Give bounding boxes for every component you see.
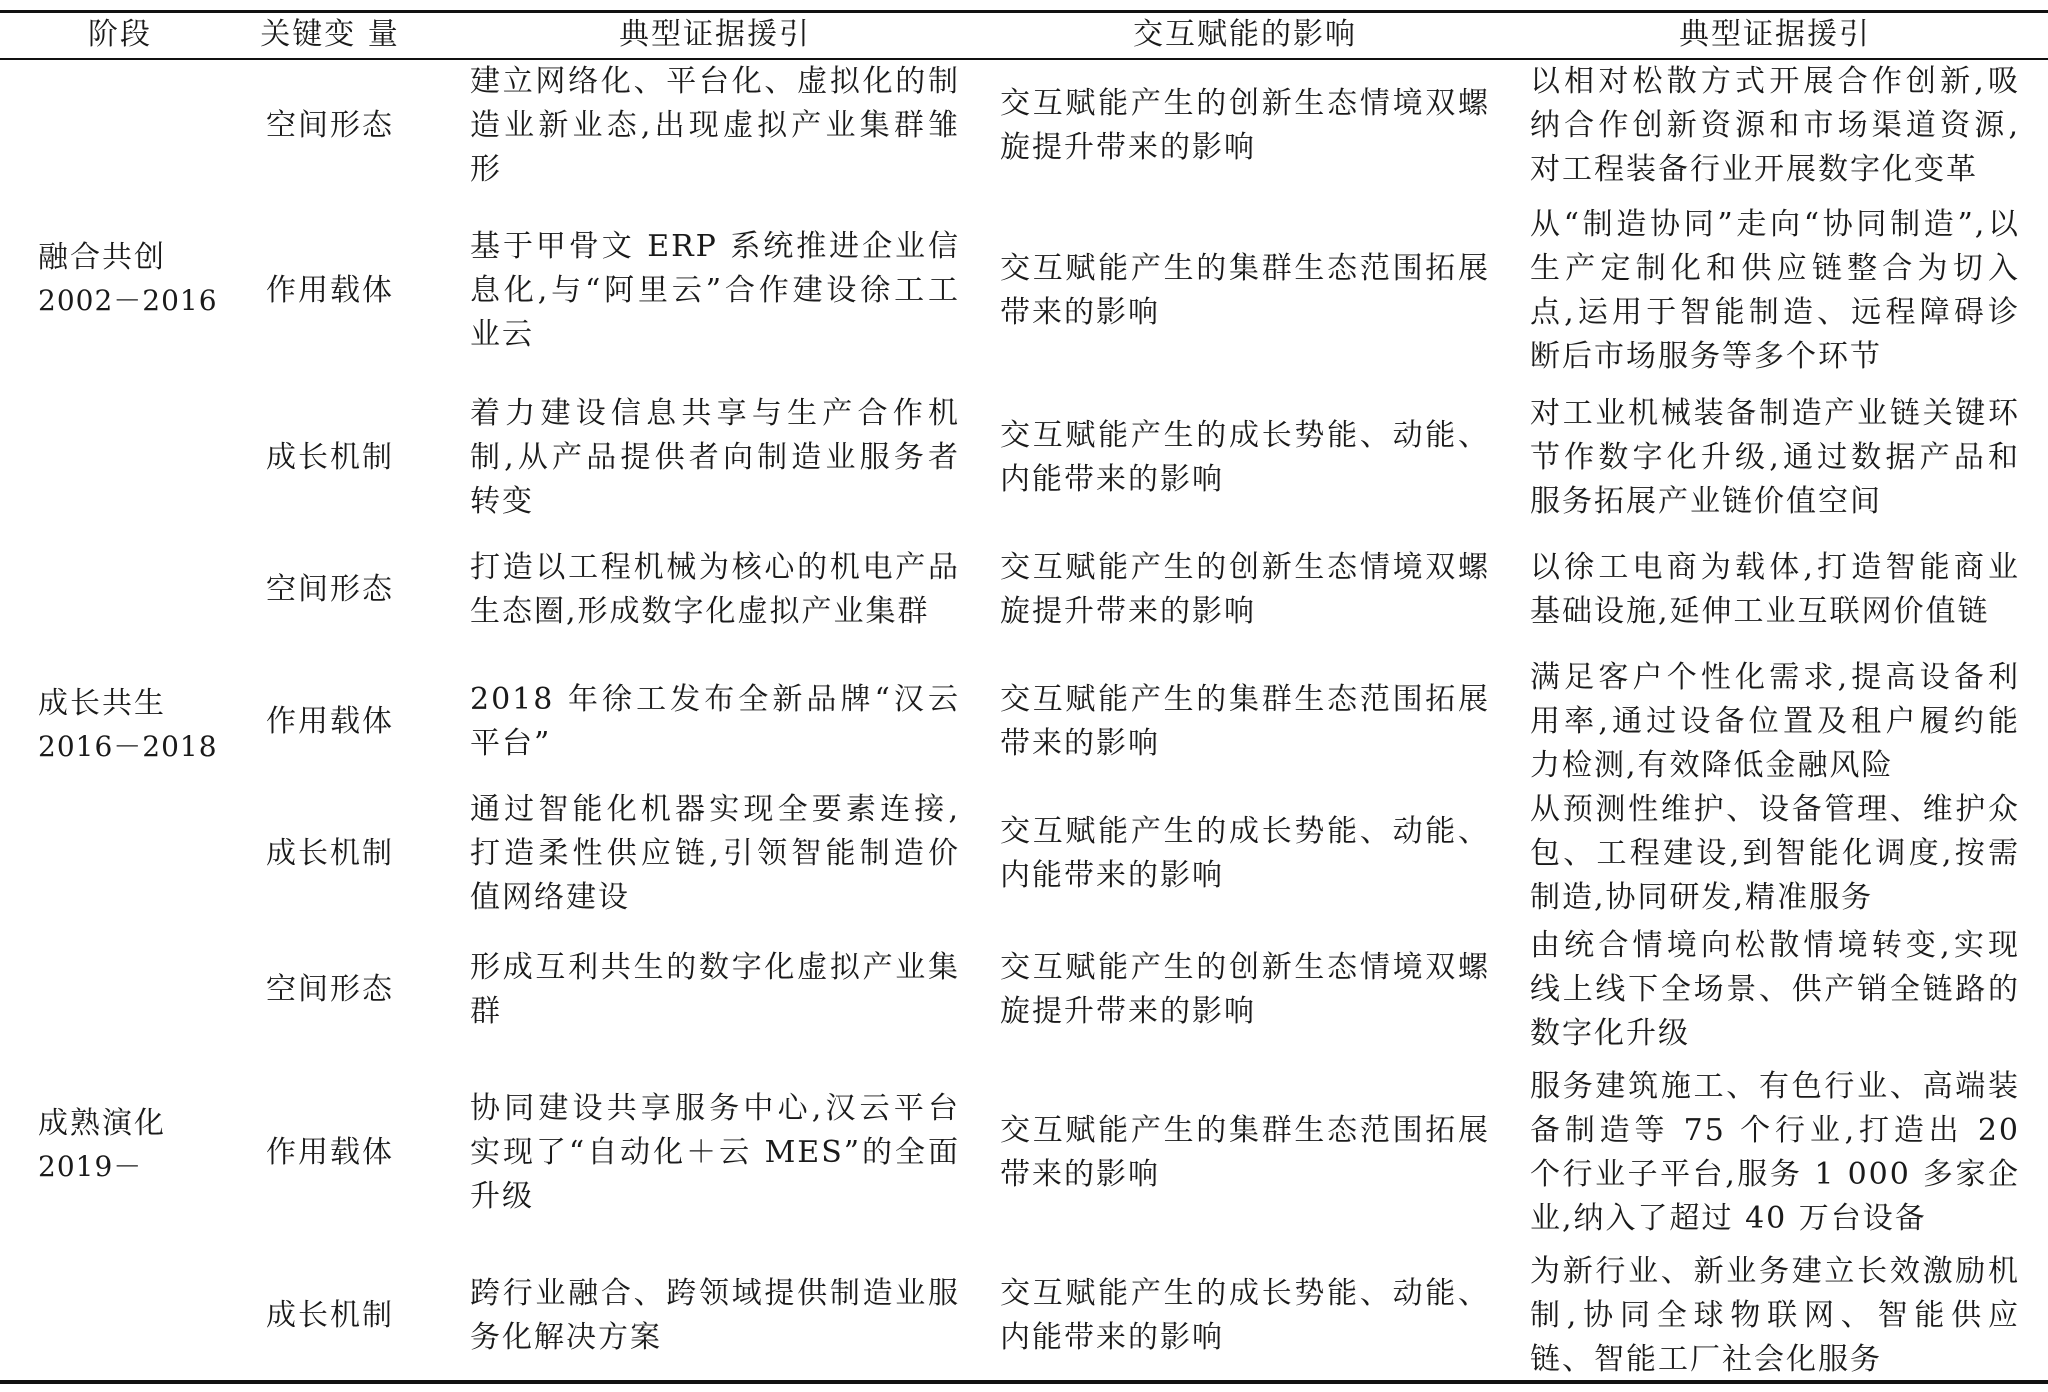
- header-impact: 交互赋能的影响: [1133, 17, 1357, 52]
- header-evidence: 典型证据援引: [619, 17, 811, 52]
- stage-name: 成长共生: [38, 686, 166, 721]
- evidence2-cell: 以徐工电商为载体,打造智能商业基础设施,延伸工业互联网价值链: [1530, 550, 2020, 629]
- evidence2-cell: 为新行业、新业务建立长效激励机制,协同全球物联网、智能供应链、智能工厂社会化服务: [1530, 1254, 2020, 1377]
- evidence-cell: 着力建设信息共享与生产合作机制,从产品提供者向制造业服务者转变: [470, 396, 960, 519]
- evidence2-cell: 满足客户个性化需求,提高设备利用率,通过设备位置及租户履约能力检测,有效降低金融风险: [1530, 660, 2020, 783]
- impact-cell: 交互赋能产生的创新生态情境双螺旋提升带来的影响: [1000, 950, 1490, 1029]
- evidence-cell: 协同建设共享服务中心,汉云平台实现了“自动化＋云 MES”的全面升级: [470, 1091, 960, 1214]
- evidence2-cell: 由统合情境向松散情境转变,实现线上线下全场景、供产销全链路的数字化升级: [1530, 928, 2020, 1051]
- evidence2-cell: 服务建筑施工、有色行业、高端装备制造等 75 个行业,打造出 20 个行业子平台,服务 1 000 多家企业,纳入了超过 40 万台设备: [1530, 1069, 2020, 1236]
- evidence2-cell: 从预测性维护、设备管理、维护众包、工程建设,到智能化调度,按需制造,协同研发,精准服务: [1530, 792, 2020, 915]
- evidence-cell: 打造以工程机械为核心的机电产品生态圈,形成数字化虚拟产业集群: [470, 550, 960, 629]
- header-key-variable: 关键变 量: [260, 17, 400, 52]
- impact-cell: 交互赋能产生的集群生态范围拓展带来的影响: [1000, 1113, 1490, 1192]
- key-variable-cell: 空间形态: [266, 108, 394, 143]
- stage-name: 成熟演化: [38, 1106, 166, 1141]
- impact-cell: 交互赋能产生的成长势能、动能、内能带来的影响: [1000, 1276, 1490, 1355]
- impact-cell: 交互赋能产生的集群生态范围拓展带来的影响: [1000, 682, 1490, 761]
- header-evidence-2: 典型证据援引: [1679, 17, 1871, 52]
- evidence2-cell: 对工业机械装备制造产业链关键环节作数字化升级,通过数据产品和服务拓展产业链价值空间: [1530, 396, 2020, 519]
- evidence2-cell: 以相对松散方式开展合作创新,吸纳合作创新资源和市场渠道资源,对工程装备行业开展数字化变革: [1530, 64, 2020, 187]
- key-variable-cell: 成长机制: [266, 1298, 394, 1333]
- key-variable-cell: 成长机制: [266, 836, 394, 871]
- impact-cell: 交互赋能产生的成长势能、动能、内能带来的影响: [1000, 814, 1490, 893]
- key-variable-cell: 空间形态: [266, 572, 394, 607]
- stage-label: [38, 680, 228, 770]
- key-variable-cell: 空间形态: [266, 972, 394, 1007]
- impact-cell: 交互赋能产生的创新生态情境双螺旋提升带来的影响: [1000, 550, 1490, 629]
- stage-label: [38, 1100, 228, 1190]
- header-stage: 阶段: [88, 17, 152, 52]
- evidence-cell: 2018 年徐工发布全新品牌“汉云平台”: [470, 682, 960, 761]
- key-variable-cell: 成长机制: [266, 440, 394, 475]
- evidence-cell: 基于甲骨文 ERP 系统推进企业信息化,与“阿里云”合作建设徐工工业云: [470, 229, 960, 352]
- stage-years: 2019－: [38, 1150, 143, 1183]
- key-variable-cell: 作用载体: [266, 273, 394, 308]
- evidence-cell: 通过智能化机器实现全要素连接,打造柔性供应链,引领智能制造价值网络建设: [470, 792, 960, 915]
- key-variable-cell: 作用载体: [266, 1135, 394, 1170]
- stage-label: [38, 234, 228, 324]
- stage-years: 2016－2018: [38, 730, 218, 763]
- impact-cell: 交互赋能产生的创新生态情境双螺旋提升带来的影响: [1000, 86, 1490, 165]
- evidence-cell: 建立网络化、平台化、虚拟化的制造业新业态,出现虚拟产业集群雏形: [470, 64, 960, 187]
- key-variable-cell: 作用载体: [266, 704, 394, 739]
- evidence-cell: 跨行业融合、跨领域提供制造业服务化解决方案: [470, 1276, 960, 1355]
- impact-cell: 交互赋能产生的集群生态范围拓展带来的影响: [1000, 251, 1490, 330]
- impact-cell: 交互赋能产生的成长势能、动能、内能带来的影响: [1000, 418, 1490, 497]
- evidence2-cell: 从“制造协同”走向“协同制造”,以生产定制化和供应链整合为切入点,运用于智能制造、远程障碍诊断后市场服务等多个环节: [1530, 207, 2020, 374]
- evidence-cell: 形成互利共生的数字化虚拟产业集群: [470, 950, 960, 1029]
- stage-name: 融合共创: [38, 240, 166, 275]
- stage-years: 2002－2016: [38, 284, 218, 317]
